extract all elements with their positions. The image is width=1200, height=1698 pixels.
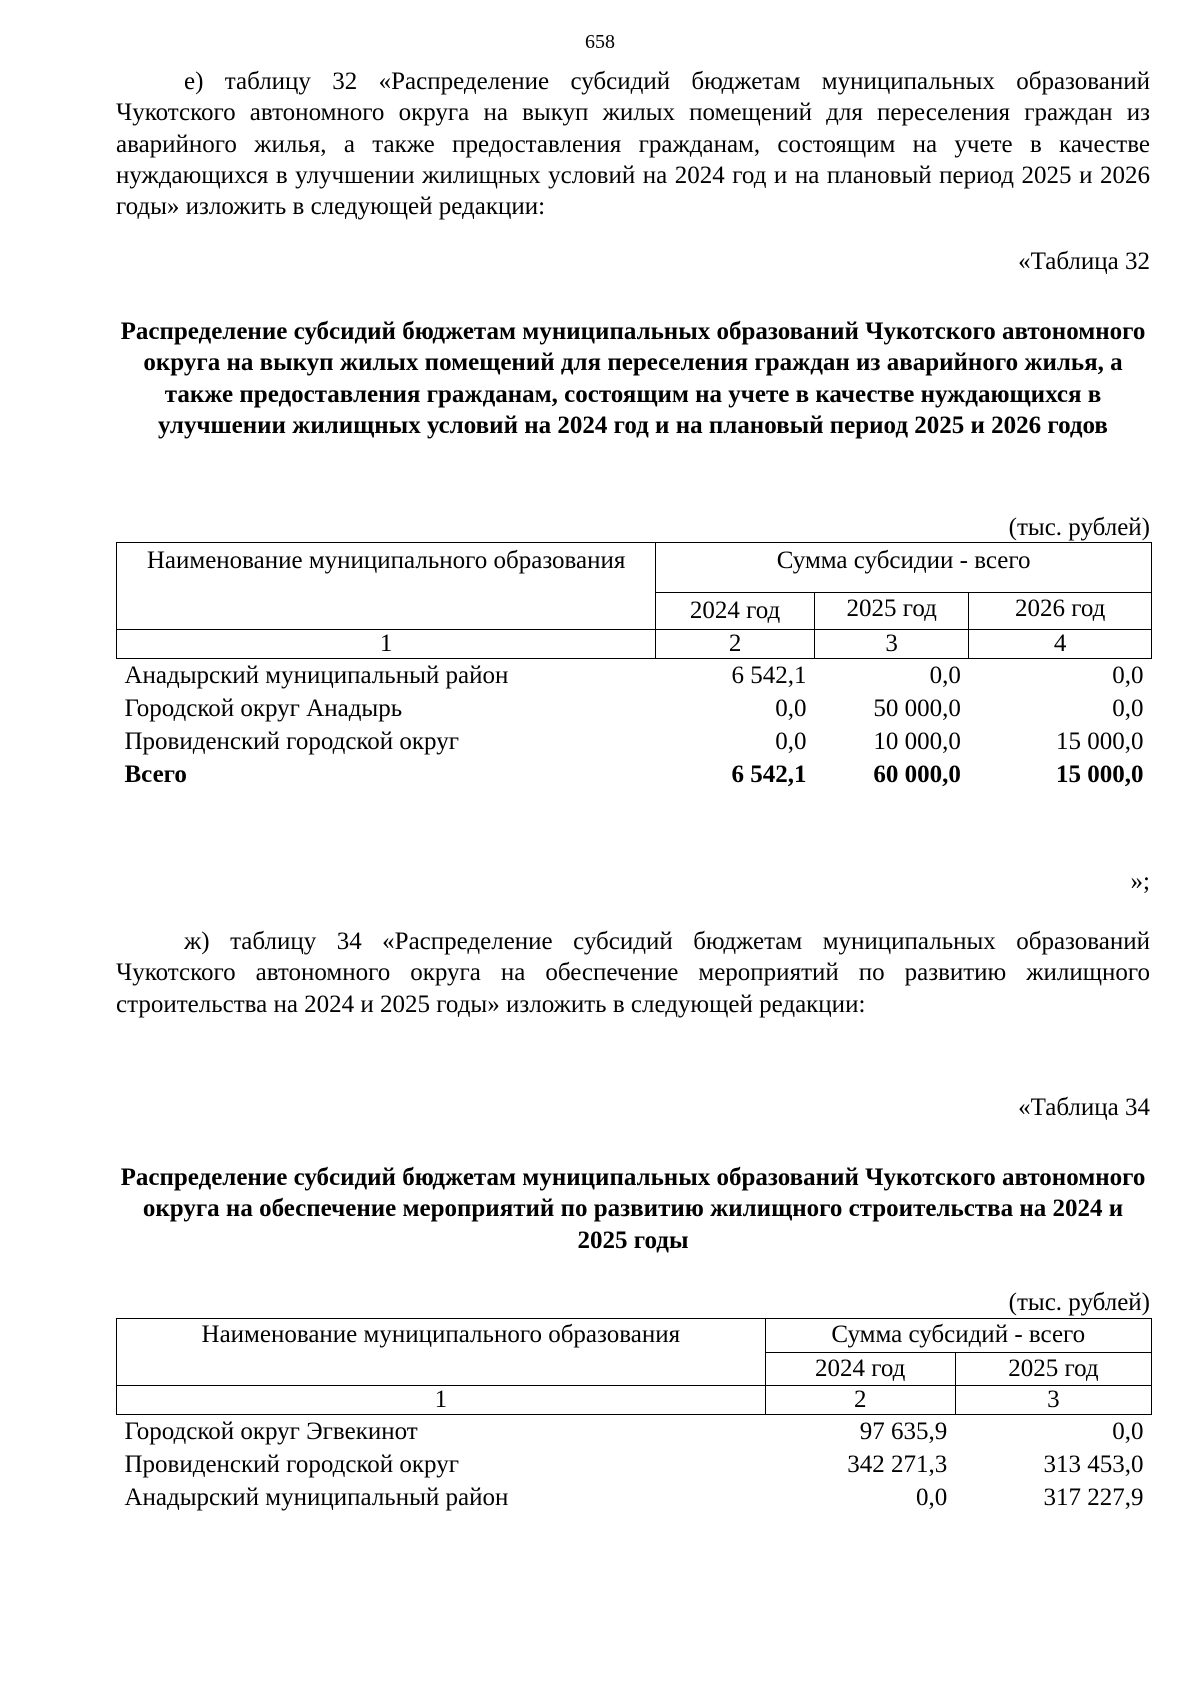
row-value: 97 635,9 — [859, 1418, 948, 1445]
table-row — [117, 1481, 1152, 1514]
table-row — [117, 692, 1152, 725]
paragraph-e — [116, 66, 1150, 222]
table-row — [117, 659, 1152, 693]
table-row — [117, 1415, 1152, 1449]
column-number: 1 — [117, 630, 656, 659]
row-name: Городской округ Эгвекинот — [124, 1418, 418, 1445]
table34-year: 2024 год — [765, 1352, 955, 1386]
table32-title: Распределение субсидий бюджетам муниципальных образований Чукотского автономного округа на выкуп жилых помещений для переселения граждан из аварийного жилья, а также предоставления гражданам, состоящим на учете в качестве нуждающихся в улучшении жилищных условий на 2024 год и на плановый период 2025 и 2026 годов — [120, 318, 1146, 439]
row-value: 6 542,1 — [731, 662, 807, 689]
table32-number-row — [117, 630, 1152, 659]
row-value: 0,0 — [775, 695, 807, 722]
total-value: 15 000,0 — [1056, 761, 1144, 788]
column-number: 3 — [955, 1386, 1151, 1415]
column-number: 3 — [814, 630, 968, 659]
paragraph-zh-text: ж) таблицу 34 «Распределение субсидий бюджетам муниципальных образований Чукотского автономного округа на обеспечение мероприятий по развитию жилищного строительства на 2024 и 2025 годы» изложить в следующей редакции: — [116, 928, 1150, 1018]
row-value: 0,0 — [1112, 695, 1144, 722]
table34-year: 2025 год — [955, 1352, 1151, 1386]
row-value: 15 000,0 — [1056, 728, 1144, 755]
table32 — [116, 542, 1152, 791]
table32-total-row — [117, 758, 1152, 791]
table34-title: Распределение субсидий бюджетам муниципальных образований Чукотского автономного округа на обеспечение мероприятий по развитию жилищного строительства на 2024 и 2025 годы — [120, 1164, 1146, 1254]
row-value: 0,0 — [775, 728, 807, 755]
table-row — [117, 1448, 1152, 1481]
total-value: 60 000,0 — [873, 761, 961, 788]
row-name: Городской округ Анадырь — [124, 695, 403, 722]
table34-col-sum: Сумма субсидий - всего — [765, 1319, 1151, 1353]
table32-col-sum: Сумма субсидии - всего — [656, 543, 1152, 593]
table34-units: (тыс. рублей) — [1008, 1289, 1150, 1316]
table34-number-row — [117, 1386, 1152, 1415]
row-value: 0,0 — [916, 1484, 948, 1511]
row-name: Анадырский муниципальный район — [124, 1484, 509, 1511]
table32-year: 2024 год — [656, 592, 815, 629]
column-number: 2 — [656, 630, 815, 659]
column-number: 1 — [117, 1386, 766, 1415]
row-value: 342 271,3 — [847, 1451, 948, 1478]
paragraph-e-text: е) таблицу 32 «Распределение субсидий бюджетам муниципальных образований Чукотского автономного округа на выкуп жилых помещений для переселения граждан из аварийного жилья, а также предоставления гражданам, состоящим на учете в качестве нуждающихся в улучшении жилищных условий на 2024 год и на плановый период 2025 и 2026 годы» изложить в следующей редакции: — [116, 68, 1150, 220]
table34-label: «Таблица 34 — [1018, 1094, 1150, 1121]
table32-label: «Таблица 32 — [1018, 248, 1150, 275]
table32-col-name: Наименование муниципального образования — [117, 543, 656, 630]
row-value: 50 000,0 — [873, 695, 961, 722]
total-label: Всего — [124, 761, 187, 788]
column-number: 2 — [765, 1386, 955, 1415]
paragraph-zh — [116, 926, 1150, 1020]
row-value: 0,0 — [1112, 662, 1144, 689]
row-name: Анадырский муниципальный район — [124, 662, 509, 689]
table34-col-name: Наименование муниципального образования — [117, 1319, 766, 1386]
table32-year: 2026 год — [969, 592, 1152, 629]
row-value: 0,0 — [929, 662, 961, 689]
table-row — [117, 725, 1152, 758]
page-number: 658 — [585, 31, 615, 53]
row-value: 313 453,0 — [1043, 1451, 1144, 1478]
row-name: Провиденский городской округ — [124, 1451, 459, 1478]
total-value: 6 542,1 — [731, 761, 807, 788]
row-value: 10 000,0 — [873, 728, 961, 755]
table34 — [116, 1318, 1152, 1514]
row-name: Провиденский городской округ — [124, 728, 459, 755]
column-number: 4 — [969, 630, 1152, 659]
row-value: 0,0 — [1112, 1418, 1144, 1445]
row-value: 317 227,9 — [1043, 1484, 1144, 1511]
table32-units: (тыс. рублей) — [1008, 514, 1150, 541]
table34-header-row — [117, 1319, 1152, 1353]
table32-year: 2025 год — [814, 592, 968, 629]
table32-closing: »; — [1130, 868, 1150, 895]
table32-header-row — [117, 543, 1152, 593]
